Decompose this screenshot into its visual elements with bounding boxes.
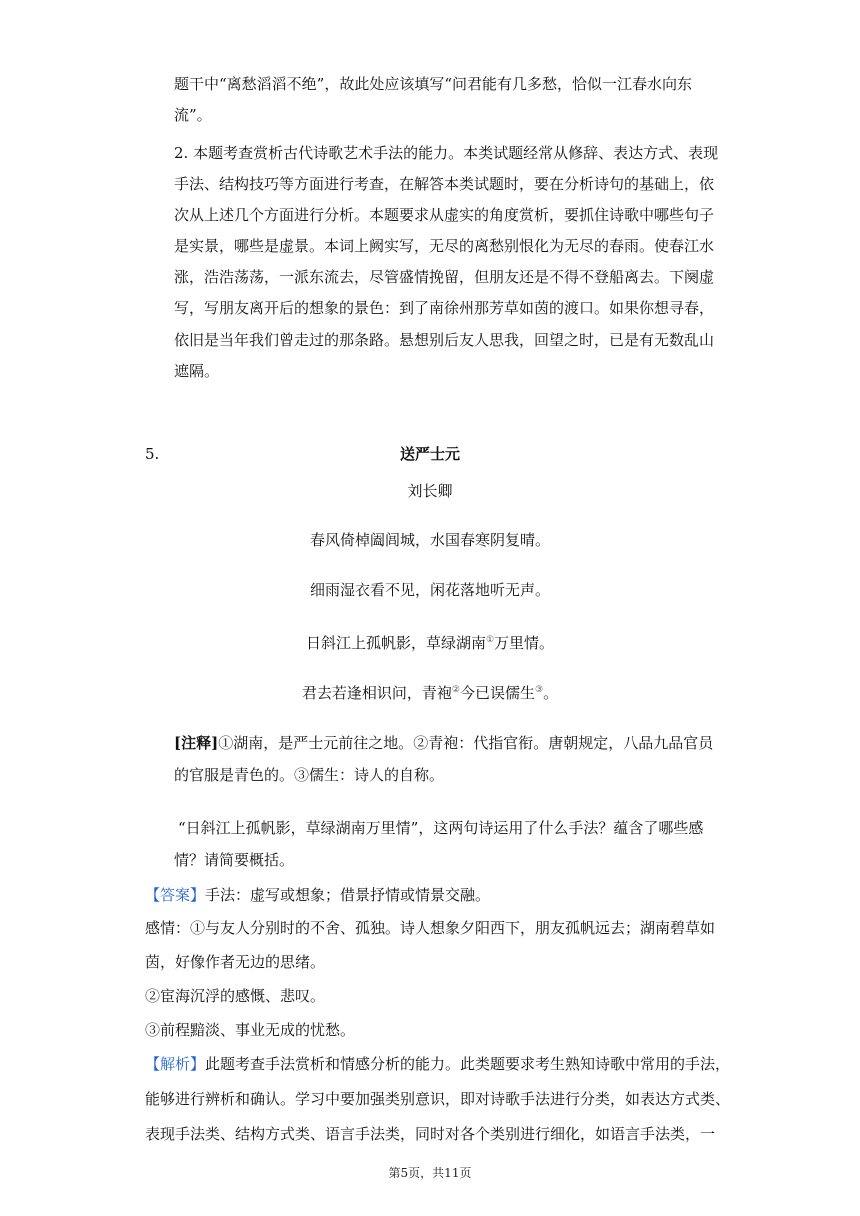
annotation-label: [注释]	[174, 734, 219, 752]
answer-line: 【答案】手法：虚写或想象；借景抒情或情景交融。	[145, 886, 491, 904]
question-number: 5.	[145, 445, 160, 463]
analysis-line: 能够进行辨析和确认。学习中要加强类别意识，即对诗歌手法进行分类，如表达方式类、	[145, 1090, 731, 1108]
text-line: 依旧是当年我们曾走过的那条路。悬想别后友人思我，回望之时，已是有无数乱山	[174, 331, 715, 349]
footnote-marker: ①	[485, 635, 495, 645]
answer-line: 茵，好像作者无边的思绪。	[145, 953, 326, 971]
annotation: [注释]①湖南，是严士元前往之地。②青袍：代指官衔。唐朝规定，八品九品官员	[174, 734, 714, 752]
question-prompt: “日斜江上孤帆影，草绿湖南万里情”，这两句诗运用了什么手法？蕴含了哪些感	[178, 819, 704, 837]
annotation-line: 的官服是青色的。③儒生：诗人的自称。	[174, 766, 445, 784]
text-line: 次从上述几个方面进行分析。本题要求从虚实的角度赏析，要抓住诗歌中哪些句子	[174, 206, 715, 224]
text-line: 是实景，哪些是虚景。本词上阙实写，无尽的离愁别恨化为无尽的春雨。使春江水	[174, 237, 715, 255]
text-line: 遮隔。	[174, 362, 220, 380]
analysis-line: 表现手法类、结构方式类、语言手法类，同时对各个类别进行细化，如语言手法类，一	[145, 1125, 716, 1143]
answer-line: 感情：①与友人分别时的不舍、孤独。诗人想象夕阳西下，朋友孤帆远去；湖南碧草如	[145, 919, 716, 937]
poem-verse-2: 细雨湿衣看不见，闲花落地听无声。	[309, 581, 550, 599]
poem-verse-1: 春风倚棹阖闾城，水国春寒阴复晴。	[309, 531, 550, 549]
text-line: 题干中“离愁滔滔不绝”，故此处应该填写“问君能有几多愁，恰似一江春水向东	[174, 75, 693, 93]
footnote-marker: ③	[535, 685, 544, 695]
answer-label: 【答案】	[145, 886, 206, 904]
text-line: 流”。	[174, 106, 212, 124]
answer-line: ②宦海沉浮的感慨、悲叹。	[145, 987, 326, 1005]
poem-author: 刘长卿	[407, 482, 453, 500]
page-footer: 第5页，共11页	[388, 1166, 472, 1180]
text-line: 手法、结构技巧等方面进行考查，在解答本类试题时，要在分析诗句的基础上，依	[174, 175, 715, 193]
text-line: 写，写朋友离开后的想象的景色：到了南徐州那芳草如茵的渡口。如果你想寻春，	[174, 299, 715, 317]
text-line: 涨，浩浩荡荡，一派东流去，尽管盛情挽留，但朋友还是不得不登船离去。下阕虚	[174, 268, 715, 286]
answer-line: ③前程黯淡、事业无成的忧愁。	[145, 1021, 356, 1039]
poem-verse-4: 君去若逢相识问，青袍②今已误儒生③。	[301, 684, 559, 702]
poem-title: 送严士元	[399, 445, 460, 463]
footnote-marker: ②	[451, 685, 460, 695]
analysis-label: 【解析】	[145, 1055, 206, 1073]
analysis-line: 【解析】此题考查手法赏析和情感分析的能力。此类题要求考生熟知诗歌中常用的手法，	[145, 1055, 731, 1073]
text-line: 2. 本题考查赏析古代诗歌艺术手法的能力。本类试题经常从修辞、表达方式、表现	[174, 144, 719, 162]
question-prompt-line: 情？请简要概括。	[174, 851, 295, 869]
poem-verse-3: 日斜江上孤帆影，草绿湖南①万里情。	[305, 634, 555, 652]
